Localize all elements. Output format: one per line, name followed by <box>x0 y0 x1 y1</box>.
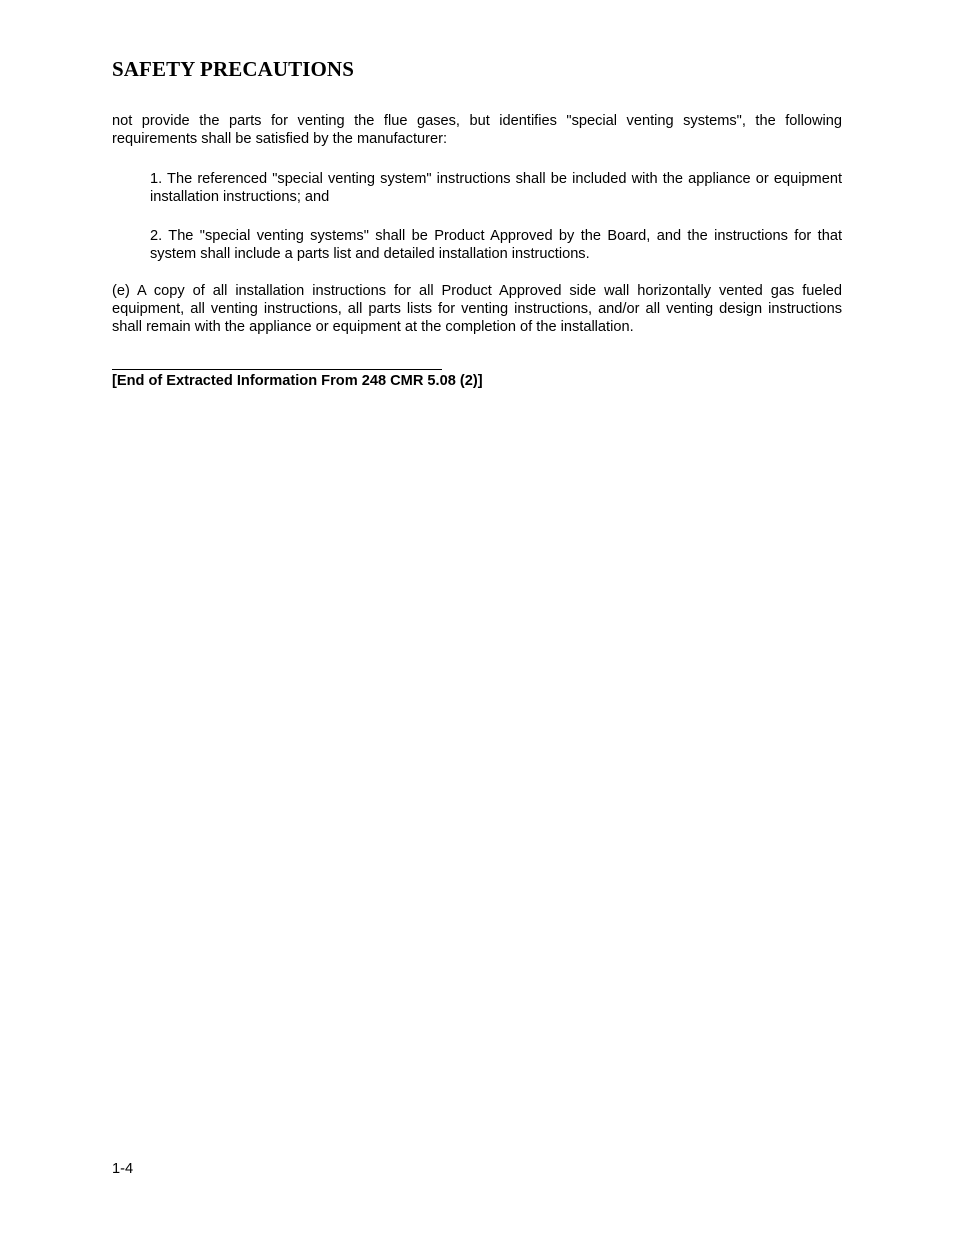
section-title: SAFETY PRECAUTIONS <box>112 57 354 81</box>
requirement-item-2: 2. The "special venting systems" shall be Product Approved by the Board, and the instructions for that system shall include a parts list and detailed installation instructions. <box>150 228 842 262</box>
page-number: 1-4 <box>112 1161 134 1177</box>
intro-paragraph: not provide the parts for venting the flue gases, but identifies "special venting systems", the following requirements shall be satisfied by the manufacturer: <box>112 113 842 147</box>
end-of-extract-note: [End of Extracted Information From 248 CMR 5.08 (2)] <box>112 373 483 389</box>
requirement-item-1: 1. The referenced "special venting system" instructions shall be included with the appliance or equipment installation instructions; and <box>150 171 842 205</box>
horizontal-rule <box>112 369 442 370</box>
paragraph-e: (e) A copy of all installation instructions for all Product Approved side wall horizontally vented gas fueled equipment, all venting instructions, all parts lists for venting instructions, and/or all venting design instructions shall remain with the appliance or equipment at the completion of the installation. <box>112 283 842 335</box>
